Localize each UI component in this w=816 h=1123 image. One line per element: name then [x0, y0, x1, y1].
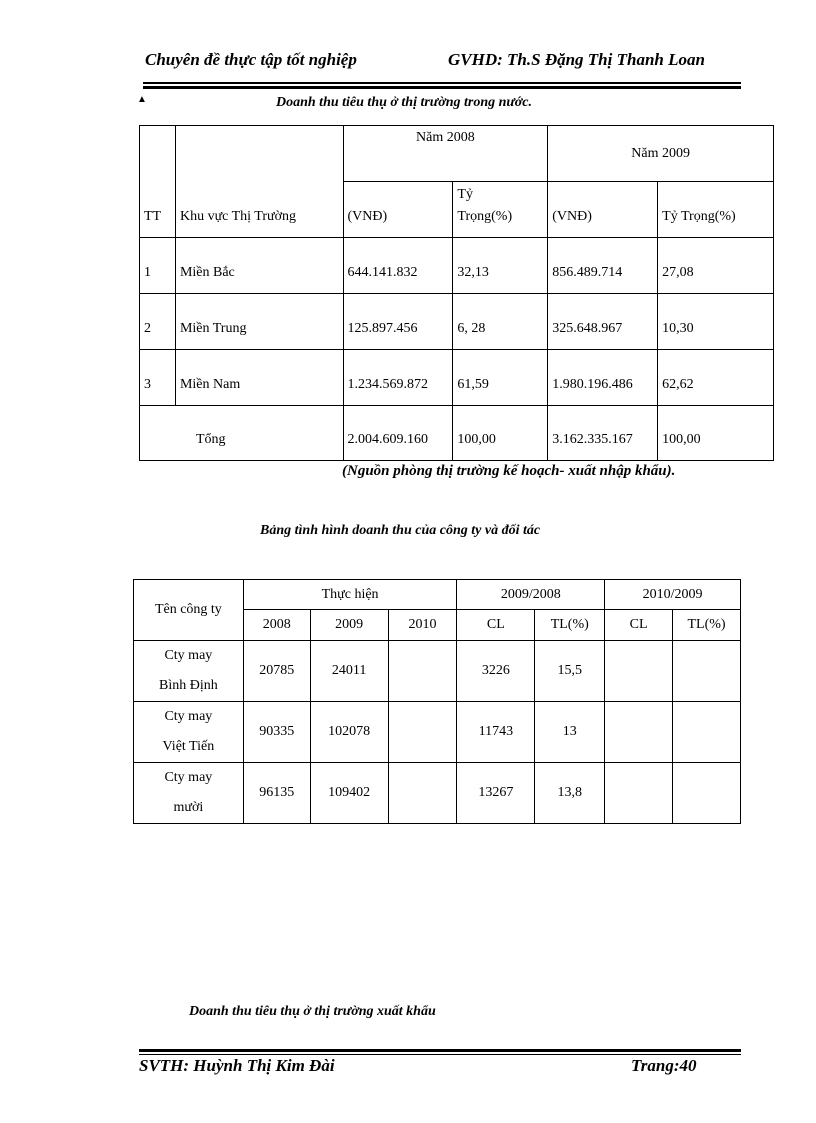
cell-2009: 102078 [310, 702, 388, 763]
header-share-2008-line2: Trọng(%) [457, 209, 513, 224]
header-share-2008-line1: Tỷ [457, 187, 473, 202]
table-header-row [134, 580, 741, 610]
cell-cl: 13267 [457, 763, 535, 824]
row-share-2008: 6, 28 [453, 294, 548, 350]
cell-cl: 3226 [457, 641, 535, 702]
row-vnd-2008: 644.141.832 [343, 238, 453, 294]
header-left: Chuyên đề thực tập tốt nghiệp [145, 50, 357, 69]
header-tt: TT [140, 126, 176, 238]
header-rule-thick [143, 86, 741, 89]
table1-title: Doanh thu tiêu thụ ở thị trường trong nước. [276, 95, 533, 110]
domestic-revenue-table [139, 125, 774, 461]
company-name [134, 641, 244, 702]
cell-tl: 13,8 [535, 763, 605, 824]
header-y2010: 2010 [388, 610, 457, 641]
header-company: Tên công ty [134, 580, 244, 641]
company-name-line1: Cty may [164, 770, 213, 785]
company-name-line1: Cty may [164, 709, 213, 724]
cell-2010 [388, 641, 457, 702]
cell-tl2 [673, 702, 741, 763]
row-vnd-2008: 125.897.456 [343, 294, 453, 350]
table-row [134, 702, 741, 763]
partner-revenue-table [133, 579, 741, 824]
header-vnd-2009: (VNĐ) [548, 182, 658, 238]
header-vnd-2008: (VNĐ) [343, 182, 453, 238]
header-share-2008 [453, 182, 548, 238]
row-region: Miền Nam [175, 350, 343, 406]
company-name-line2: Việt Tiến [162, 739, 215, 754]
row-share-2009: 27,08 [658, 238, 774, 294]
header-tl-a: TL(%) [535, 610, 605, 641]
cell-2008: 96135 [243, 763, 310, 824]
header-region: Khu vực Thị Trường [175, 126, 343, 238]
anchor-marker: ▲ [137, 94, 147, 105]
row-vnd-2009: 1.980.196.486 [548, 350, 658, 406]
company-name-line2: Bình Định [159, 678, 218, 693]
table-row [140, 238, 774, 294]
header-cl-a: CL [457, 610, 535, 641]
cell-tl: 15,5 [535, 641, 605, 702]
total-label: Tổng [140, 406, 344, 461]
header-year-2008: Năm 2008 [343, 126, 548, 182]
section3-title: Doanh thu tiêu thụ ở thị trường xuất khẩu [189, 1004, 436, 1019]
header-2010-2009: 2010/2009 [605, 580, 741, 610]
cell-tl: 13 [535, 702, 605, 763]
header-actual: Thực hiện [243, 580, 457, 610]
cell-cl2 [605, 641, 673, 702]
row-share-2008: 32,13 [453, 238, 548, 294]
table-total-row [140, 406, 774, 461]
total-vnd-2008: 2.004.609.160 [343, 406, 453, 461]
header-cl-b: CL [605, 610, 673, 641]
header-tl-b: TL(%) [673, 610, 741, 641]
total-share-2008: 100,00 [453, 406, 548, 461]
company-name [134, 763, 244, 824]
header-right: GVHD: Th.S Đặng Thị Thanh Loan [448, 50, 705, 69]
company-name-line1: Cty may [164, 648, 213, 663]
total-vnd-2009: 3.162.335.167 [548, 406, 658, 461]
table2-title: Bảng tình hình doanh thu của công ty và đối tác [260, 523, 541, 538]
header-year-2009: Năm 2009 [548, 126, 774, 182]
company-name-line2: mười [173, 800, 204, 815]
cell-2010 [388, 702, 457, 763]
cell-tl2 [673, 641, 741, 702]
header-2009-2008: 2009/2008 [457, 580, 605, 610]
cell-2009: 109402 [310, 763, 388, 824]
cell-2010 [388, 763, 457, 824]
header-rule-thin [143, 82, 741, 84]
row-share-2009: 10,30 [658, 294, 774, 350]
total-share-2009: 100,00 [658, 406, 774, 461]
footer-right: Trang:40 [631, 1056, 697, 1075]
table-row [134, 641, 741, 702]
cell-cl2 [605, 763, 673, 824]
cell-tl2 [673, 763, 741, 824]
header-y2008: 2008 [243, 610, 310, 641]
table-row [140, 294, 774, 350]
cell-cl: 11743 [457, 702, 535, 763]
table-row [140, 350, 774, 406]
header-y2009: 2009 [310, 610, 388, 641]
row-region: Miền Trung [175, 294, 343, 350]
cell-2009: 24011 [310, 641, 388, 702]
row-tt: 3 [140, 350, 176, 406]
row-vnd-2008: 1.234.569.872 [343, 350, 453, 406]
row-tt: 2 [140, 294, 176, 350]
cell-2008: 20785 [243, 641, 310, 702]
company-name [134, 702, 244, 763]
row-share-2008: 61,59 [453, 350, 548, 406]
table1-source: (Nguồn phòng thị trường kế hoạch- xuất nhập khẩu). [342, 463, 676, 479]
footer-left: SVTH: Huỳnh Thị Kim Đài [139, 1056, 335, 1075]
table-header-row [140, 126, 774, 182]
row-share-2009: 62,62 [658, 350, 774, 406]
table-row [134, 763, 741, 824]
cell-cl2 [605, 702, 673, 763]
header-share-2009: Tỷ Trọng(%) [658, 182, 774, 238]
footer-rule-thin [139, 1054, 741, 1055]
cell-2008: 90335 [243, 702, 310, 763]
row-tt: 1 [140, 238, 176, 294]
row-region: Miền Bắc [175, 238, 343, 294]
row-vnd-2009: 856.489.714 [548, 238, 658, 294]
row-vnd-2009: 325.648.967 [548, 294, 658, 350]
footer-rule-thick [139, 1049, 741, 1052]
